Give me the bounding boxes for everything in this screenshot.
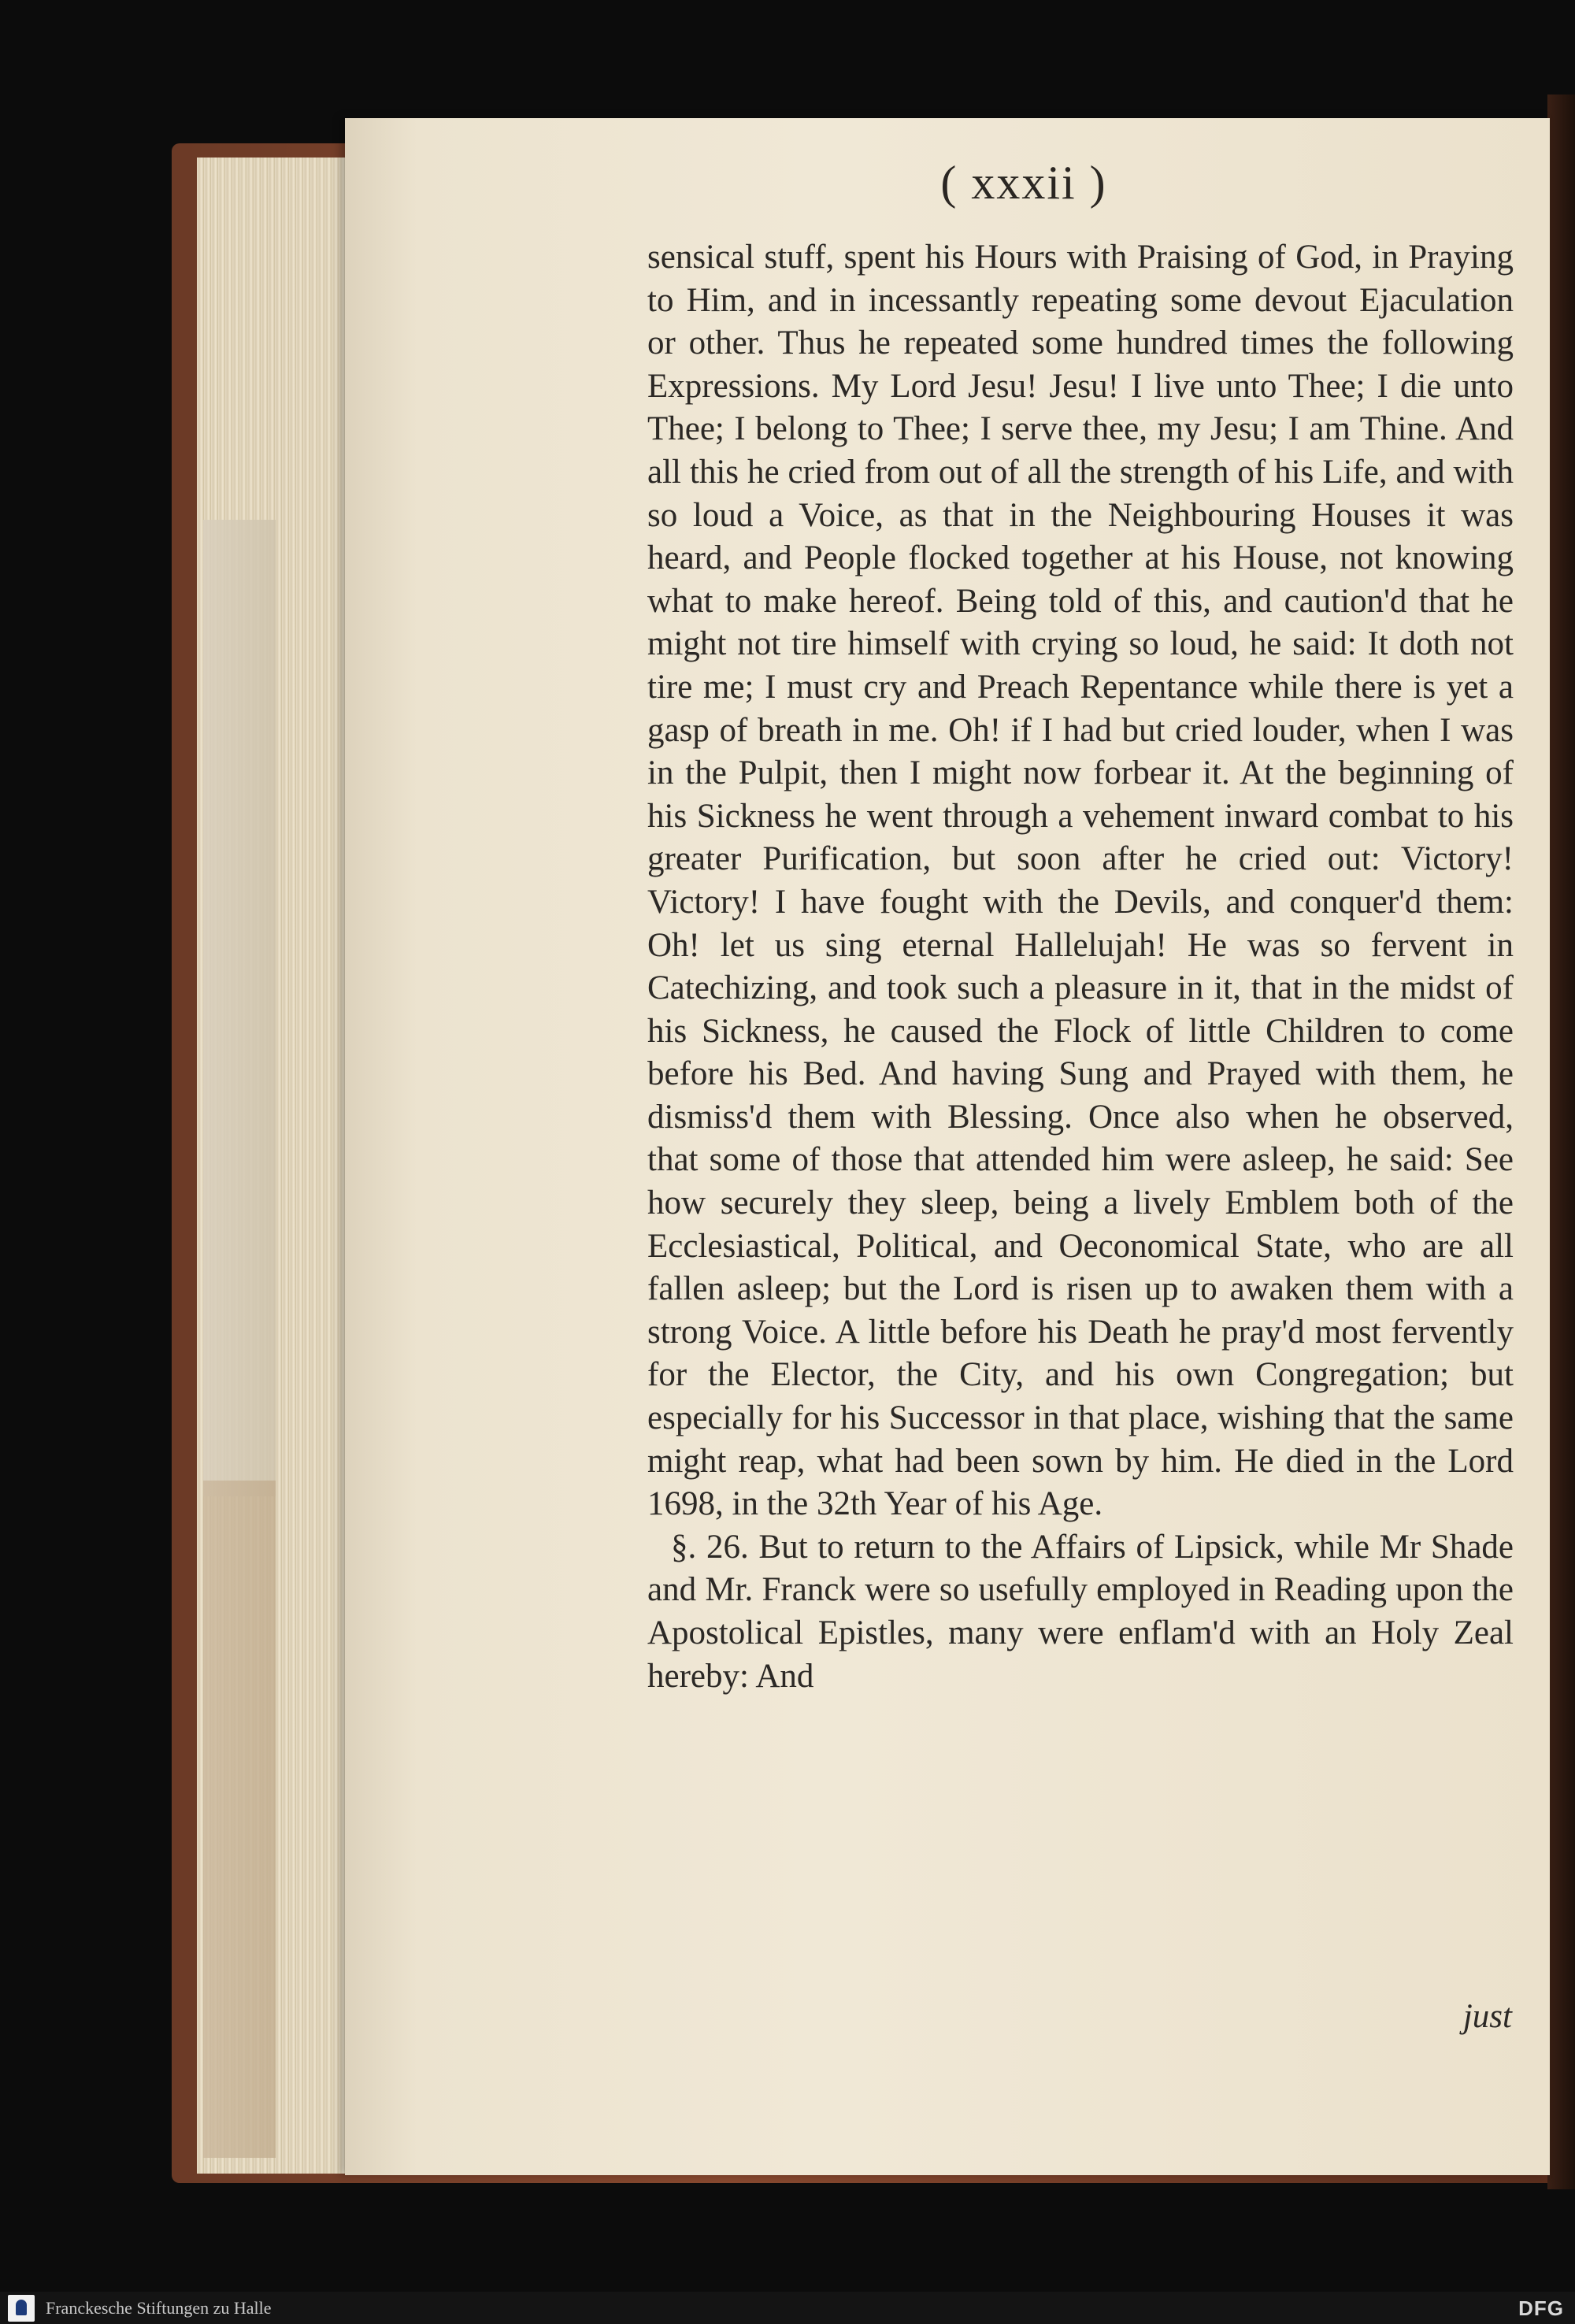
catchword: just [1462,1998,1512,2035]
inserted-slip-lower [203,1481,276,2158]
viewer-footer [0,2292,1575,2324]
institution-logo-icon [8,2295,35,2322]
paragraph-continuation: sensical stuff, spent his Hours with Praising of God, in Praying to Him, and in incessantly repeating some devout Ejaculation or other. Thus he repeated some hundred times the following Expressions. My Lord Jesu! Jesu! I live unto Thee; I die unto Thee; I belong to Thee; I serve thee, my Jesu; I am Thine. And all this he cried from out of all the strength of his Life, and with so loud a Voice, as that in the Neighbouring Houses it was heard, and People flocked together at his House, not knowing what to make hereof. Being told of this, and caution'd that he might not tire himself with crying so loud, he said: It doth not tire me; I must cry and Preach Repentance while there is yet a gasp of breath in me. Oh! if I had but cried louder, when I was in the Pulpit, then I might now forbear it. At the beginning of his Sickness he went through a vehement inward combat to his greater Purification, but soon after he cried out: Victory! Victory! I have fought with the Devils, and conquer'd them: Oh! let us sing eternal Hallelujah! He was so fervent in Catechizing, and took such a pleasure in it, that in the midst of his Sickness, he caused the Flock of little Children to come before his Bed. And having Sung and Prayed with them, he dismiss'd them with Blessing. Once also when he observed, that some of those that attended him were asleep, he said: See how securely they sleep, being a lively Emblem both of the Ecclesiastical, Political, and Oeconomical State, who are all fallen asleep; but the Lord is risen up to awaken them with a strong Voice. A little before his Death he pray'd most fervently for the Elector, the City, and his own Congregation; but especially for his Successor in that place, wishing that the same might reap, what had been sown by him. He died in the Lord 1698, in the 32th Year of his Age. [647,239,1514,1523]
page-number: ( xxxii ) [940,157,1107,209]
book-cover-right-edge [1547,95,1575,2189]
page-body-text [647,236,1514,2079]
paragraph-section-26: §. 26. But to return to the Affairs of Lipsick, while Mr Shade and Mr. Franck were so usefully employed in Reading upon the Apostolical Epistles, many were enflam'd with an Holy Zeal hereby: And [647,1528,1514,1695]
inserted-slip [203,520,276,1496]
dfg-logo: DFG [1518,2296,1564,2320]
institution-name: Franckesche Stiftungen zu Halle [46,2298,272,2318]
